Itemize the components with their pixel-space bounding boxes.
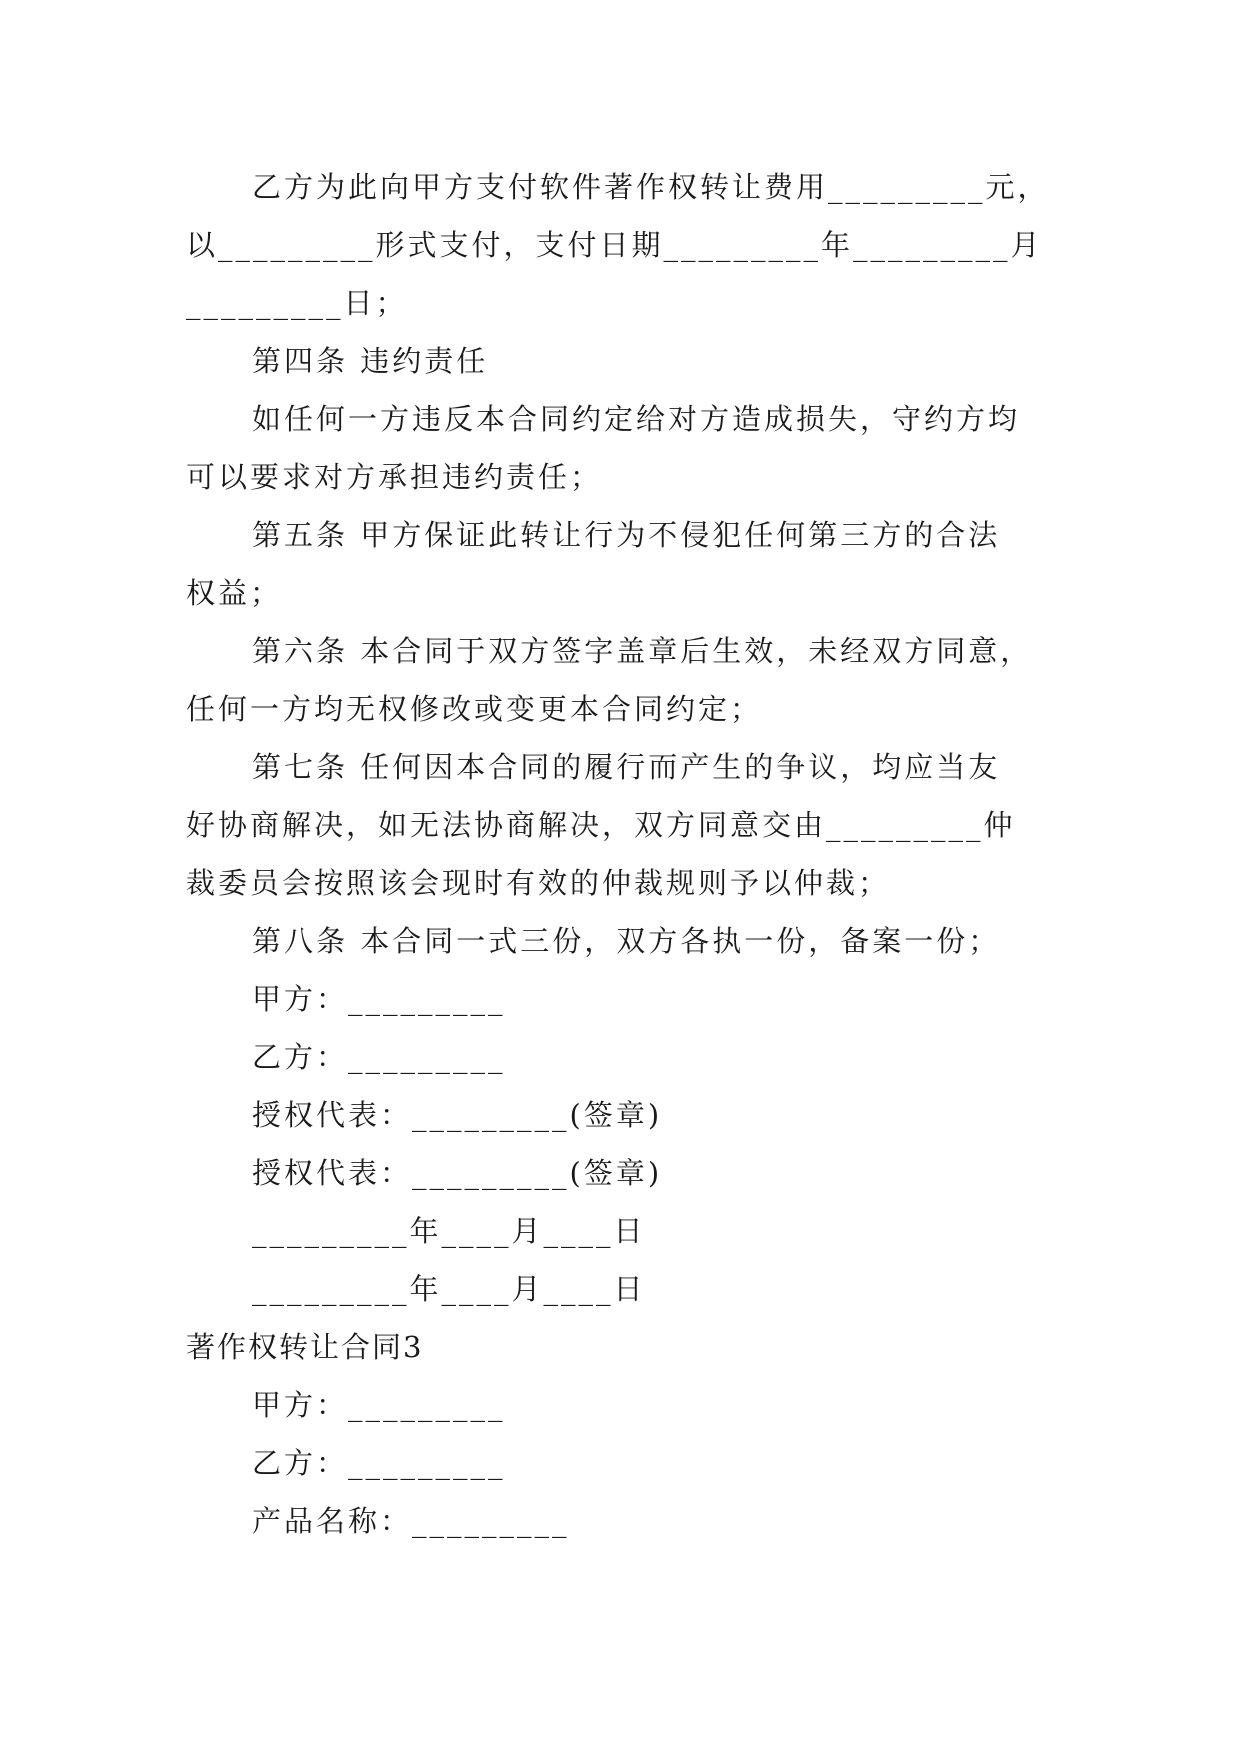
article-7-line-2: 好协商解决，如无法协商解决，双方同意交由_________仲	[186, 808, 1016, 842]
date-line-a: _________年____月____日	[252, 1214, 646, 1248]
article-5-line-2: 权益；	[186, 576, 283, 610]
article-4-body-line-1: 如任何一方违反本合同约定给对方造成损失，守约方均	[252, 402, 1021, 436]
date-line-b: _________年____月____日	[252, 1272, 646, 1306]
article-7-line-3: 裁委员会按照该会现时有效的仲裁规则予以仲裁；	[186, 866, 891, 900]
party-b-field: 乙方：_________	[252, 1040, 506, 1074]
payment-paragraph-line-1: 乙方为此向甲方支付软件著作权转让费用_________元，	[252, 170, 1050, 204]
article-6-line-2: 任何一方均无权修改或变更本合同约定；	[186, 692, 763, 726]
section-title: 著作权转让合同3	[186, 1330, 424, 1364]
party-a-field: 甲方：_________	[252, 982, 506, 1016]
payment-paragraph-line-3: _________日；	[186, 286, 408, 320]
section-party-a-field: 甲方：_________	[252, 1388, 506, 1422]
article-7-line-1: 第七条 任何因本合同的履行而产生的争议，均应当友	[252, 750, 1001, 784]
article-4-body-line-2: 可以要求对方承担违约责任；	[186, 460, 603, 494]
article-4-heading: 第四条 违约责任	[252, 344, 489, 378]
article-5-line-1: 第五条 甲方保证此转让行为不侵犯任何第三方的合法	[252, 518, 1001, 552]
article-6-line-1: 第六条 本合同于双方签字盖章后生效，未经双方同意，	[252, 634, 1033, 668]
authorized-rep-b: 授权代表：_________(签章)	[252, 1156, 663, 1190]
contract-body	[186, 158, 1066, 1550]
article-8: 第八条 本合同一式三份，双方各执一份，备案一份；	[252, 924, 1001, 958]
section-party-b-field: 乙方：_________	[252, 1446, 506, 1480]
payment-paragraph-line-2: 以_________形式支付，支付日期_________年_________月	[186, 228, 1043, 262]
product-name-field: 产品名称：_________	[252, 1504, 570, 1538]
authorized-rep-a: 授权代表：_________(签章)	[252, 1098, 663, 1132]
